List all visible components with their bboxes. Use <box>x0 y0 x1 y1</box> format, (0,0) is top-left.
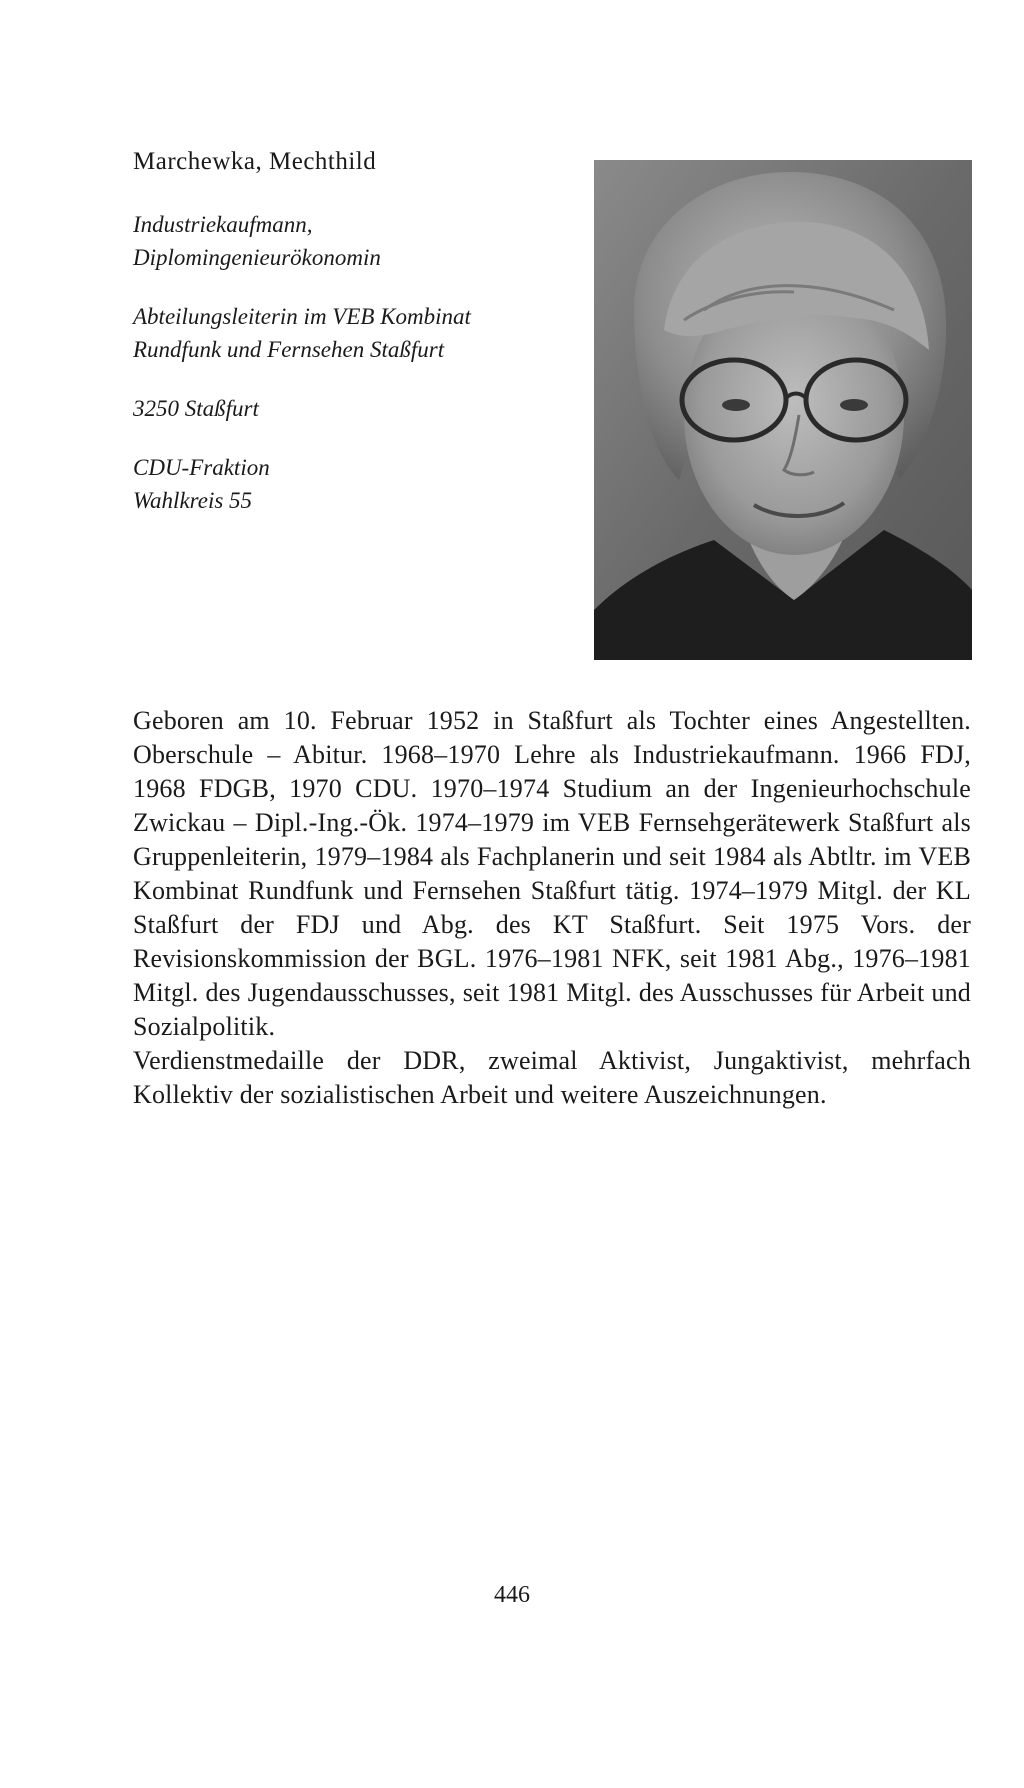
profession <box>133 208 573 274</box>
faction <box>133 451 573 517</box>
page-number: 446 <box>494 1582 530 1608</box>
person-info <box>133 208 573 543</box>
position-line-1: Abteilungsleiterin im VEB Kombinat <box>133 304 471 329</box>
biography-paragraph-2: Verdienstmedaille der DDR, zweimal Aktivist, Jungaktivist, mehrfach Kollektiv der sozialistischen Arbeit und weitere Auszeichnungen. <box>133 1046 971 1109</box>
biography-paragraph-1: Geboren am 10. Februar 1952 in Staßfurt als Tochter eines Angestellten. Oberschule – Abitur. 1968–1970 Lehre als Industriekaufmann. 1966 FDJ, 1968 FDGB, 1970 CDU. 1970–1974 Studium an der Ingenieurhochschule Zwickau – Dipl.-Ing.-Ök. 1974–1979 im VEB Fernsehgerätewerk Staßfurt als Gruppenleiterin, 1979–1984 als Fachplanerin und seit 1984 als Abtltr. im VEB Kombinat Rundfunk und Fernsehen Staßfurt tätig. 1974–1979 Mitgl. der KL Staßfurt der FDJ und Abg. des KT Staßfurt. Seit 1975 Vors. der Revisionskommission der BGL. 1976–1981 NFK, seit 1981 Abg., 1976–1981 Mitgl. des Jugendausschusses, seit 1981 Mitgl. des Ausschusses für Arbeit und Sozialpolitik. <box>133 706 971 1041</box>
address <box>133 392 573 425</box>
profession-line-1: Industriekaufmann, <box>133 212 313 237</box>
position-line-2: Rundfunk und Fernsehen Staßfurt <box>133 337 445 362</box>
biography <box>133 704 971 1112</box>
address-line: 3250 Staßfurt <box>133 396 259 421</box>
portrait-photo-icon <box>594 160 972 660</box>
person-name: Marchewka, Mechthild <box>133 148 377 175</box>
profession-line-2: Diplomingenieurökonomin <box>133 245 381 270</box>
faction-line-1: CDU-Fraktion <box>133 455 270 480</box>
position <box>133 300 573 366</box>
faction-line-2: Wahlkreis 55 <box>133 488 253 513</box>
portrait-photo <box>594 160 972 660</box>
